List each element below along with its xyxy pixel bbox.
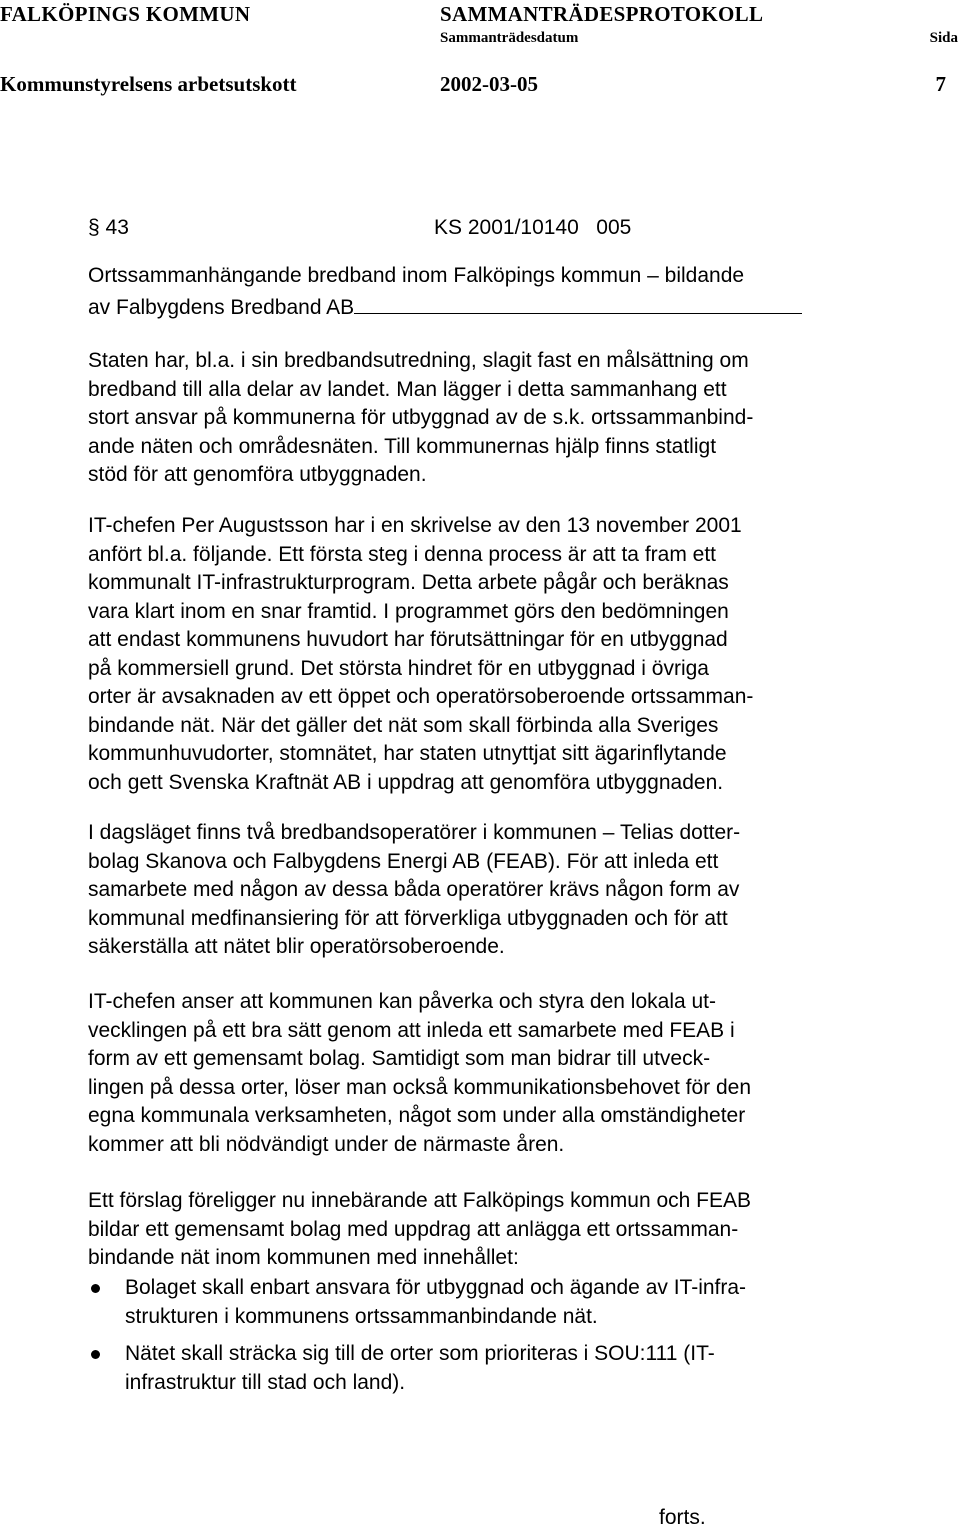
text-line: kommunalt IT-infrastrukturprogram. Detta arbete pågår och beräknas: [88, 571, 729, 594]
text-line: anfört bl.a. följande. Ett första steg i denna process är att ta fram ett: [88, 542, 717, 566]
text-line: Nätet skall sträcka sig till de orter som prioriteras i SOU:111 (IT-: [125, 1342, 715, 1365]
section-title: [88, 262, 848, 322]
organization-name: FALKÖPINGS KOMMUN: [0, 2, 251, 26]
text-line: infrastruktur till stad och land).: [125, 1370, 406, 1394]
text-line: kommunhuvudorter, stomnätet, har staten utnyttjat sitt ägarinflytande: [88, 742, 727, 765]
text-line: vecklingen på ett bra sätt genom att inleda ett samarbete med FEAB i: [88, 1018, 735, 1042]
section-title-line: Ortssammanhängande bredband inom Falköpings kommun – bildande: [88, 264, 745, 287]
meeting-date: 2002-03-05: [440, 72, 538, 96]
text-line: vara klart inom en snar framtid. I programmet görs den bedömningen: [88, 599, 729, 623]
date-label: Sammanträdesdatum: [440, 30, 579, 46]
text-line: stöd för att genomföra utbyggnaden.: [88, 463, 427, 486]
paragraph-1: [88, 347, 848, 490]
text-line: kommer att bli nödvändigt under de närmaste åren.: [88, 1132, 565, 1156]
text-line: Staten har, bl.a. i sin bredbandsutredning, slagit fast en målsättning om: [88, 349, 749, 372]
text-line: I dagsläget finns två bredbandsoperatörer i kommunen – Telias dotter-: [88, 821, 741, 844]
text-line: IT-chefen anser att kommunen kan påverka och styra den lokala ut-: [88, 990, 717, 1013]
paragraph-4: [88, 988, 848, 1159]
section-title-text: av Falbygdens Bredband AB: [88, 295, 355, 319]
committee-name: Kommunstyrelsens arbetsutskott: [0, 72, 297, 96]
section-title-line: [88, 291, 848, 323]
page-number: 7: [935, 72, 946, 96]
text-line: bildar ett gemensamt bolag med uppdrag att anlägga ett ortssamman-: [88, 1217, 739, 1241]
text-line: strukturen i kommunens ortssammanbindande nät.: [125, 1304, 598, 1328]
list-item: [88, 1340, 746, 1397]
text-line: bolag Skanova och Falbygdens Energi AB (FEAB). För att inleda ett: [88, 849, 719, 873]
text-line: samarbete med någon av dessa båda operatörer krävs någon form av: [88, 878, 740, 901]
title-underline: [354, 291, 802, 314]
list-item: [88, 1274, 746, 1331]
text-line: kommunal medfinansiering för att förverkliga utbyggnaden och för att: [88, 906, 728, 930]
document-type: SAMMANTRÄDESPROTOKOLL: [440, 2, 764, 26]
text-line: Ett förslag föreligger nu innebärande att Falköpings kommun och FEAB: [88, 1189, 752, 1212]
text-line: orter är avsaknaden av ett öppet och operatörsoberoende ortssamman-: [88, 685, 754, 708]
text-line: stort ansvar på kommunerna för utbyggnad av de s.k. ortssammanbind-: [88, 406, 754, 429]
text-line: att endast kommunens huvudort har förutsättningar för en utbyggnad: [88, 628, 728, 651]
text-line: på kommersiell grund. Det största hindret för en utbyggnad i övriga: [88, 656, 709, 680]
text-line: bredband till alla delar av landet. Man lägger i detta sammanhang ett: [88, 377, 727, 401]
text-line: säkerställa att nätet blir operatörsoberoende.: [88, 935, 505, 958]
text-line: och gett Svenska Kraftnät AB i uppdrag att genomföra utbyggnaden.: [88, 770, 724, 794]
paragraph-2: [88, 512, 848, 797]
paragraph-5: [88, 1187, 848, 1273]
text-line: Bolaget skall enbart ansvara för utbyggnad och ägande av IT-infra-: [125, 1276, 747, 1299]
text-line: bindande nät inom kommunen med innehållet:: [88, 1246, 519, 1269]
case-reference: KS 2001/10140 005: [434, 216, 632, 239]
paragraph-number: § 43: [88, 216, 129, 239]
page-label: Sida: [929, 30, 958, 46]
text-line: form av ett gemensamt bolag. Samtidigt som man bidrar till utveck-: [88, 1047, 711, 1070]
paragraph-3: [88, 819, 848, 962]
text-line: IT-chefen Per Augustsson har i en skrivelse av den 13 november 2001: [88, 514, 742, 537]
text-line: lingen på dessa orter, löser man också kommunikationsbehovet för den: [88, 1075, 752, 1099]
text-line: bindande nät. När det gäller det nät som skall förbinda alla Sveriges: [88, 713, 719, 737]
text-line: egna kommunala verksamheten, något som under alla omständigheter: [88, 1104, 746, 1127]
text-line: ande näten och områdesnäten. Till kommunernas hjälp finns statligt: [88, 434, 717, 458]
bullet-list: [88, 1274, 746, 1406]
continued-marker: forts.: [659, 1506, 706, 1529]
